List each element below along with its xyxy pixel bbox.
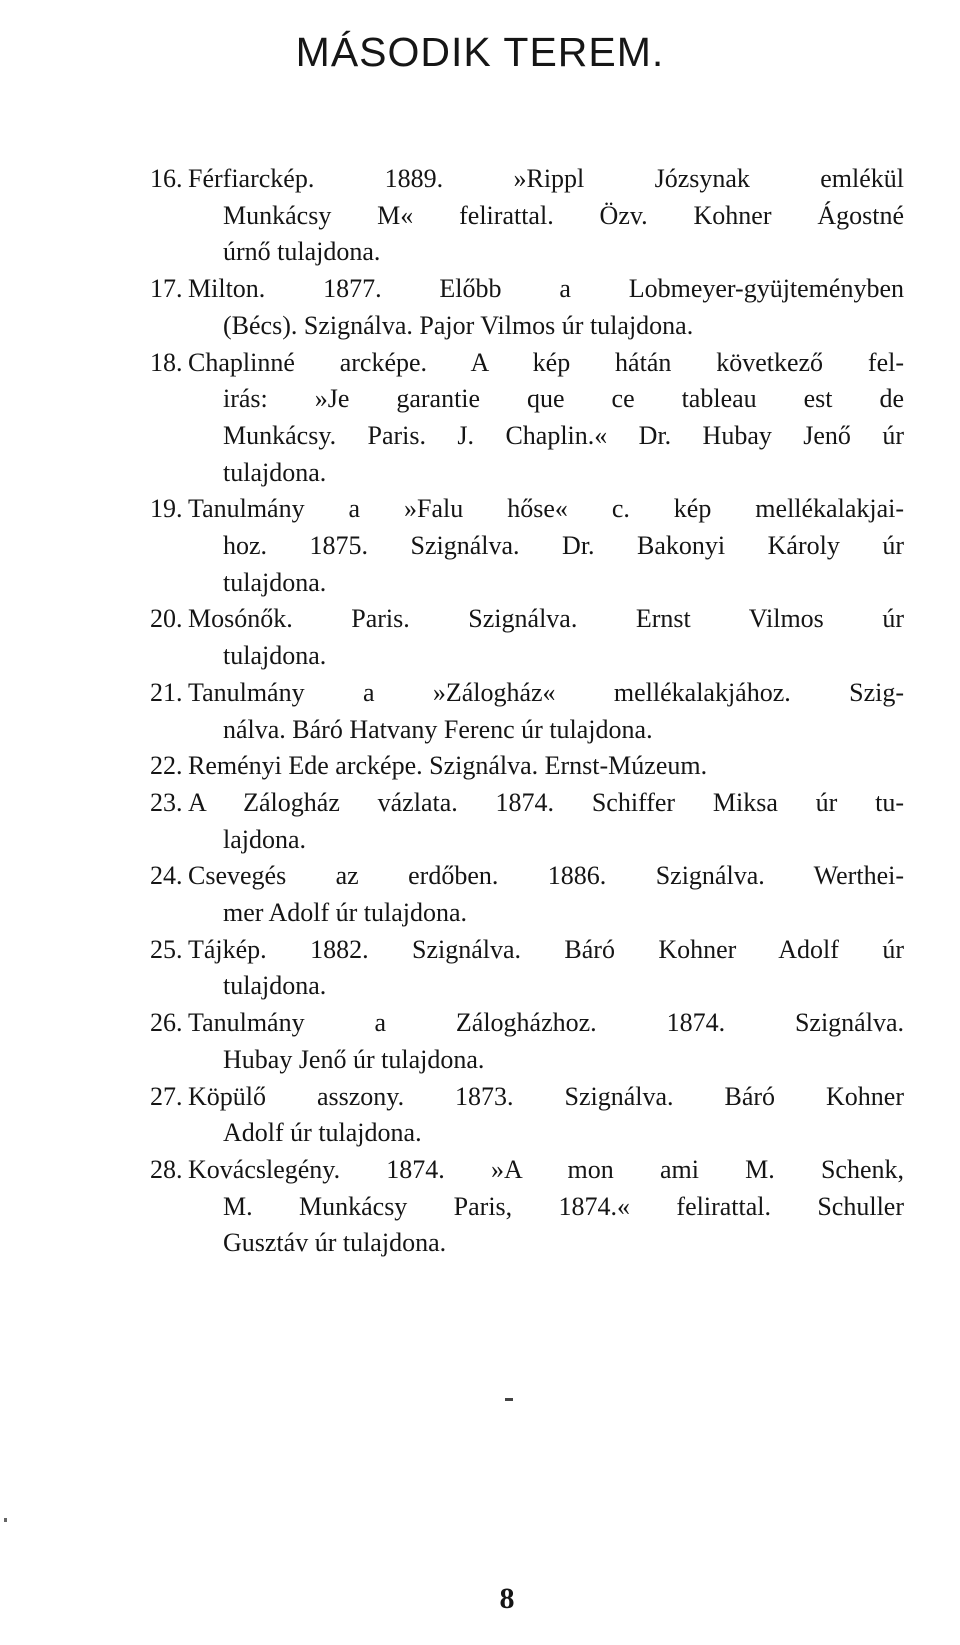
entry-number: 20. [150, 604, 183, 634]
entry-text-line: Milton. 1877. Előbb a Lobmeyer-gyüjteményben [188, 274, 904, 304]
entry-text-line: nálva. Báró Hatvany Ferenc úr tulajdona. [223, 714, 653, 744]
entry-text-line: Köpülő asszony. 1873. Szignálva. Báró Kohner [188, 1081, 904, 1111]
catalogue-entry-list [0, 161, 960, 1262]
entry-text-line: Adolf úr tulajdona. [223, 1118, 422, 1148]
entry-text-line: mer Adolf úr tulajdona. [223, 898, 468, 928]
entry-text-line: Hubay Jenő úr tulajdona. [223, 1044, 485, 1074]
entry-number: 28. [150, 1154, 183, 1184]
entry-number: 27. [150, 1081, 183, 1111]
page-title: MÁSODIK TEREM. [295, 29, 665, 76]
entry-text-line: tulajdona. [223, 457, 327, 487]
entry-text-line: Chaplinné arcképe. A kép hátán következő fel- [188, 347, 904, 377]
catalogue-entry [0, 1152, 960, 1262]
printer-mark [505, 1398, 513, 1401]
entry-text-line: úrnő tulajdona. [223, 237, 381, 267]
paper-speck [4, 1518, 7, 1522]
page-number: 8 [499, 1582, 515, 1615]
catalogue-entry [0, 491, 960, 601]
entry-number: 25. [150, 934, 183, 964]
catalogue-entry [0, 345, 960, 492]
entry-text-line: Mosónők. Paris. Szignálva. Ernst Vilmos úr [188, 604, 904, 634]
catalogue-entry [0, 1079, 960, 1152]
entry-number: 18. [150, 347, 183, 377]
entry-text-line: lajdona. [223, 824, 307, 854]
entry-number: 21. [150, 677, 183, 707]
entry-number: 16. [150, 164, 183, 193]
entry-text-line: Tanulmány a »Zálogház« mellékalakjához. Szig- [188, 677, 904, 707]
catalogue-entry [0, 748, 960, 785]
entry-number: 17. [150, 274, 183, 304]
entry-text-line: Férfiarckép. 1889. »Rippl Józsynak emlékül [188, 164, 904, 193]
entry-text-line: Munkácsy M« felirattal. Özv. Kohner Ágostné [223, 200, 904, 230]
entry-text-line: Csevegés az erdőben. 1886. Szignálva. Werthei- [188, 861, 904, 891]
entry-number: 23. [150, 787, 183, 817]
catalogue-entry [0, 601, 960, 674]
entry-text-line: M. Munkácsy Paris, 1874.« felirattal. Schuller [223, 1191, 904, 1221]
entry-text-line: Munkácsy. Paris. J. Chaplin.« Dr. Hubay Jenő úr [223, 420, 904, 450]
entry-text-line: Gusztáv úr tulajdona. [223, 1228, 447, 1258]
entry-text-line: Tanulmány a Zálogházhoz. 1874. Szignálva. [188, 1008, 904, 1038]
catalogue-entry [0, 675, 960, 748]
entry-text-line: Tájkép. 1882. Szignálva. Báró Kohner Adolf úr [188, 934, 904, 964]
entry-text-line: irás: »Je garantie que ce tableau est de [223, 384, 904, 414]
entry-text-line: Tanulmány a »Falu hőse« c. kép mellékalakjai- [188, 494, 904, 524]
entry-number: 22. [150, 751, 183, 781]
catalogue-entry [0, 785, 960, 858]
entry-text-line: tulajdona. [223, 641, 327, 671]
entry-text-line: hoz. 1875. Szignálva. Dr. Bakonyi Károly úr [223, 531, 904, 561]
catalogue-entry [0, 271, 960, 344]
entry-number: 26. [150, 1008, 183, 1038]
entry-text-line: Kovácslegény. 1874. »A mon ami M. Schenk, [188, 1154, 904, 1184]
catalogue-entry [0, 932, 960, 1005]
entry-text-line: tulajdona. [223, 567, 327, 597]
entry-number: 24. [150, 861, 183, 891]
entry-number: 19. [150, 494, 183, 524]
entry-text-line: tulajdona. [223, 971, 327, 1001]
entry-text-line: (Bécs). Szignálva. Pajor Vilmos úr tulajdona. [223, 310, 694, 340]
catalogue-entry [0, 858, 960, 931]
catalogue-entry [0, 161, 960, 271]
entry-text-line: A Zálogház vázlata. 1874. Schiffer Miksa úr tu- [188, 787, 904, 817]
entry-text-line: Reményi Ede arcképe. Szignálva. Ernst-Múzeum. [188, 751, 708, 781]
catalogue-entry [0, 1005, 960, 1078]
